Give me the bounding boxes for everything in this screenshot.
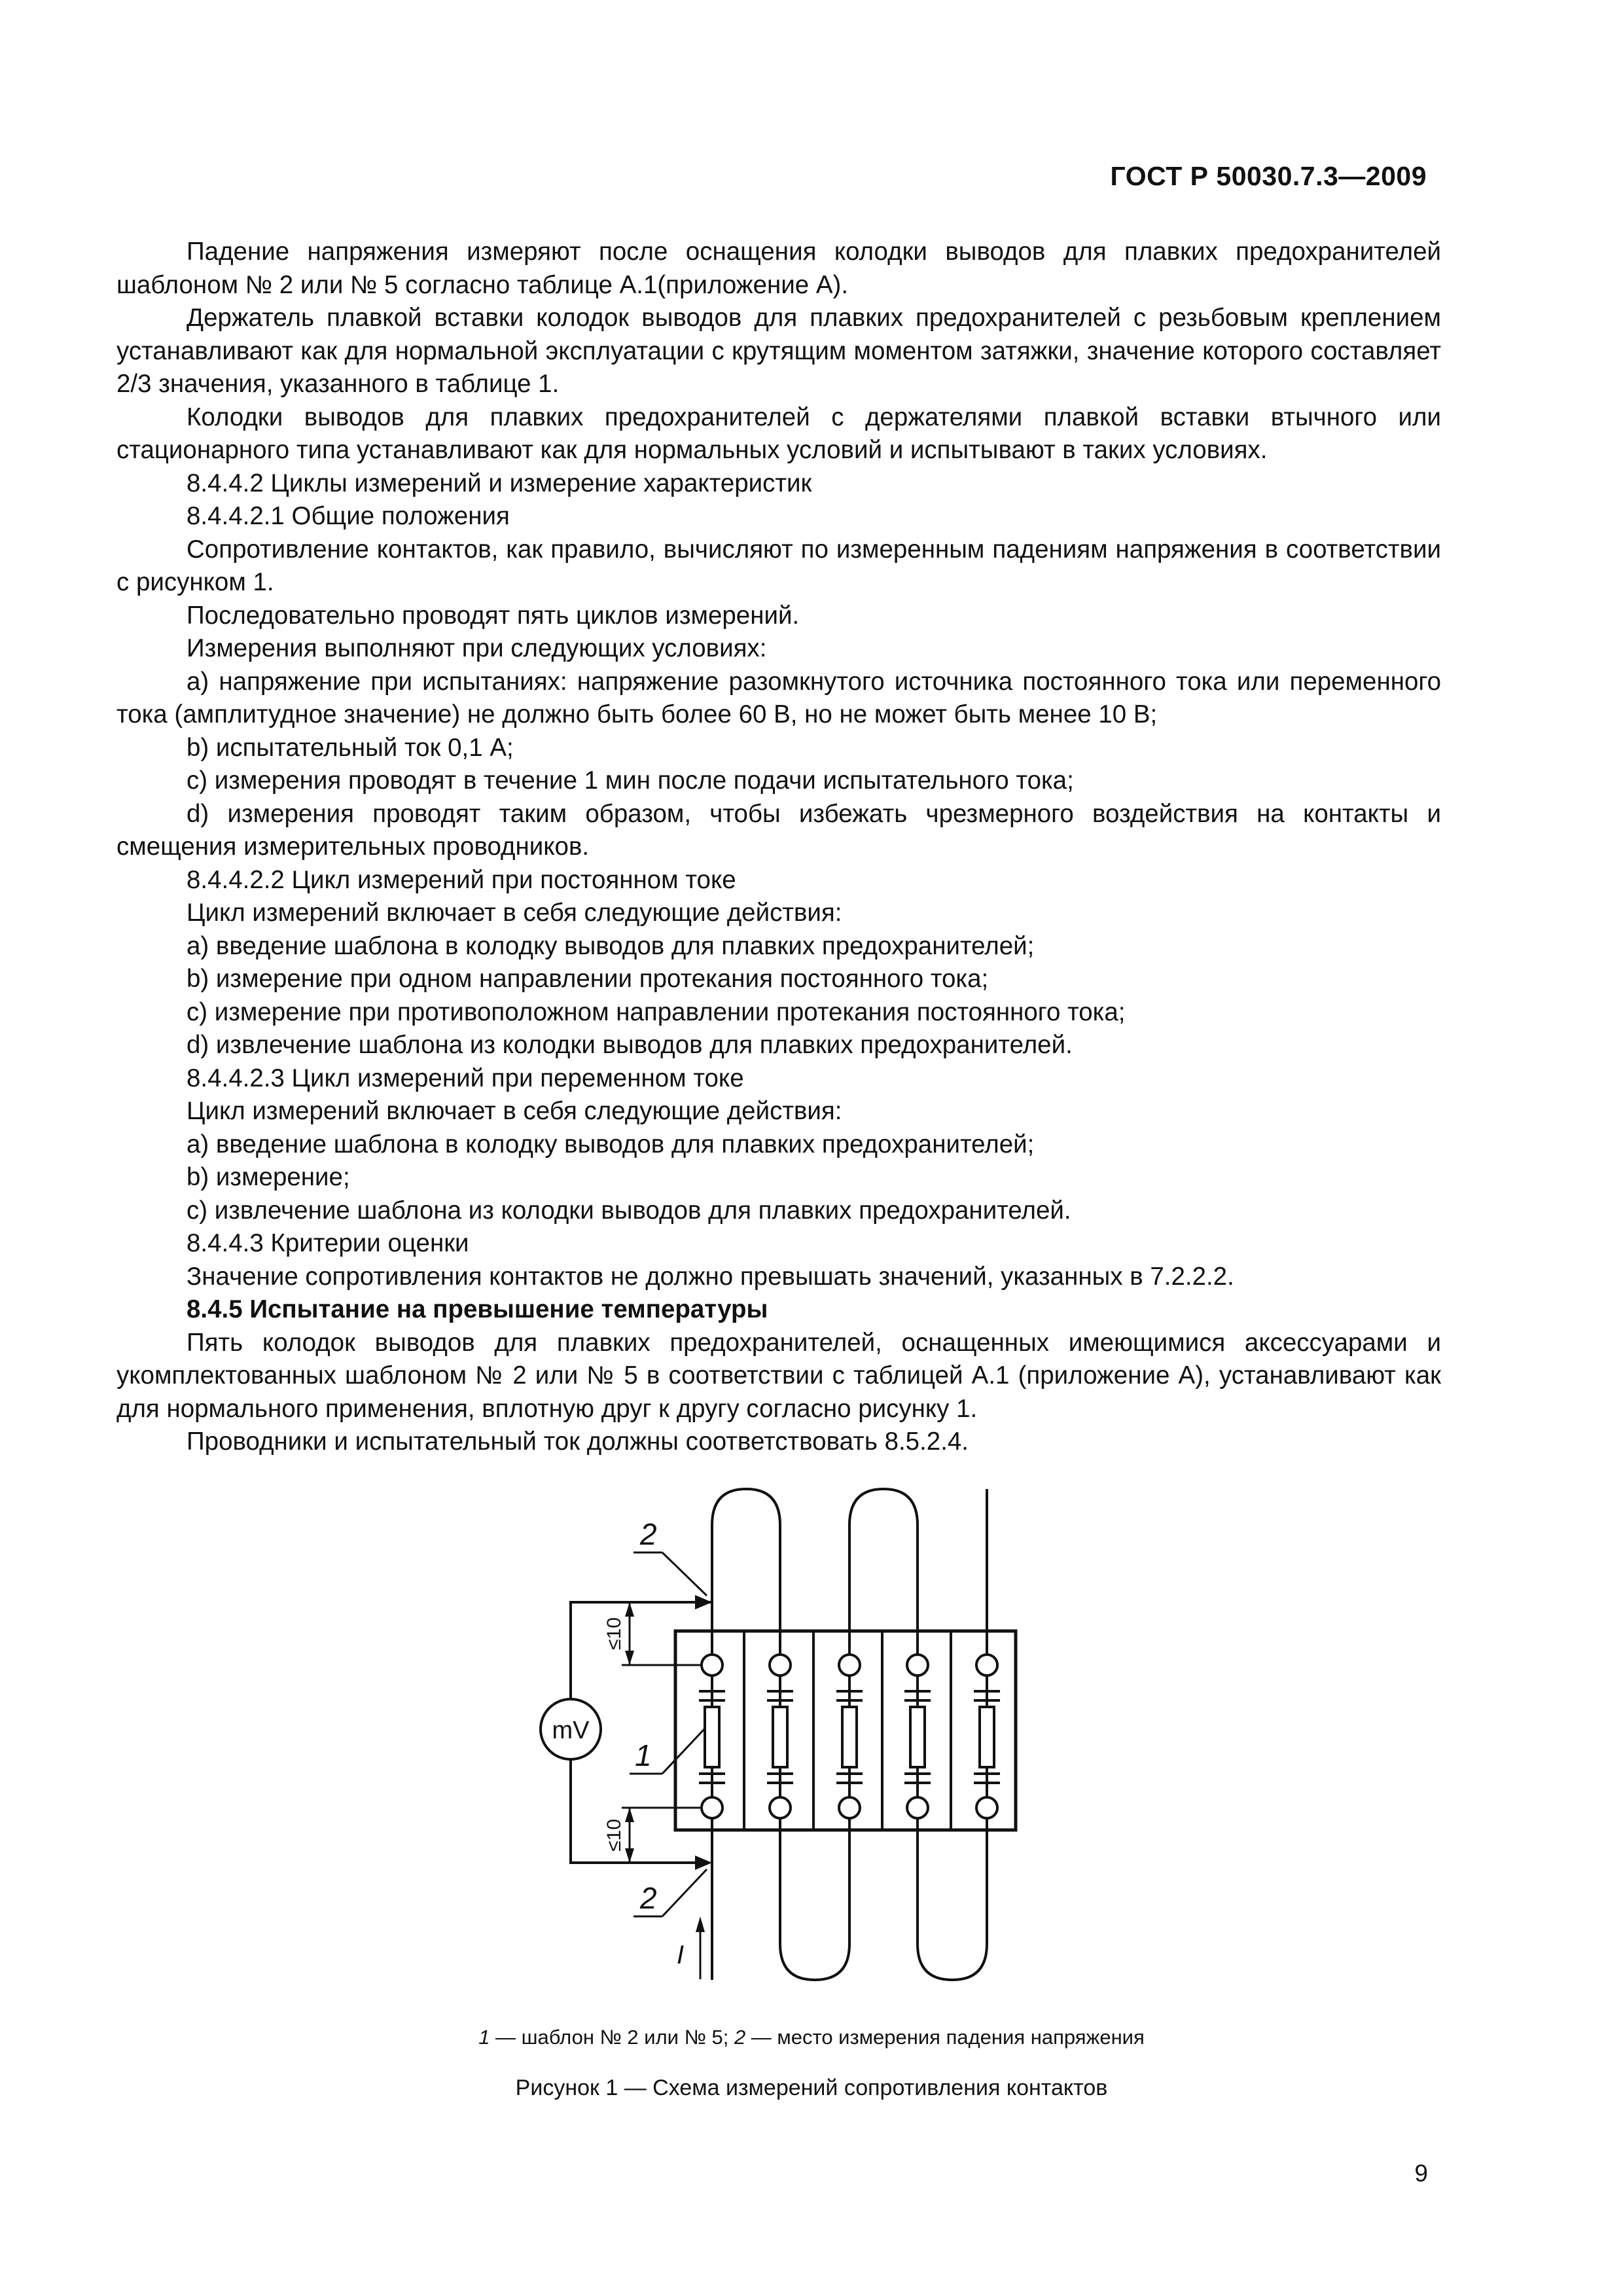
arrow-head (695, 1595, 712, 1609)
legend-text-1: — шаблон № 2 или № 5; (490, 2026, 734, 2049)
legend-num-1: 1 (478, 2026, 490, 2049)
paragraph: Последовательно проводят пять циклов измерений. (187, 601, 800, 630)
meter-lead-bottom (571, 1759, 703, 1863)
paragraph: Проводники и испытательный ток должны соответствовать 8.5.2.4. (187, 1427, 969, 1456)
list-item: b) испытательный ток 0,1 А; (187, 733, 514, 762)
conductor-loop (712, 1489, 780, 1631)
fuse-template (974, 1631, 1000, 1830)
callout-1: 1 (635, 1738, 652, 1772)
section-heading: 8.4.4.2.1 Общие положения (187, 502, 510, 530)
current-label: I (677, 1941, 685, 1969)
list-item: а) напряжение при испытаниях: напряжение разомкнутого источника постоянного тока или переменного тока (амплитудное значение) не должно быть более 60 В, но не может быть менее 10 В; (116, 667, 1441, 728)
fuse-template (836, 1631, 863, 1830)
paragraph: Цикл измерений включает в себя следующие действия: (187, 899, 842, 927)
paragraph: Цикл измерений включает в себя следующие действия: (187, 1097, 842, 1125)
list-item: d) измерения проводят таким образом, чтобы избежать чрезмерного воздействия на контакты и смещения измерительных проводников. (116, 799, 1441, 861)
paragraph: Колодки выводов для плавких предохранителей с держателями плавкой вставки втычного или стационарного типа устанавливают как для нормальных условий и испытывают в таких условиях. (116, 403, 1441, 464)
list-item: c) извлечение шаблона из колодки выводов для плавких предохранителей. (187, 1196, 1071, 1225)
conductor-loop (918, 1830, 987, 1980)
paragraph: Пять колодок выводов для плавких предохранителей, оснащенных имеющимися аксессуарами и укомплектованных шаблоном № 2 или № 5 в соответствии с таблицей А.1 (приложение А), устанавливают как для нормального применения, вплотную друг к другу согласно рисунку 1. (116, 1328, 1441, 1423)
figure-caption: Рисунок 1 — Схема измерений сопротивления контактов (515, 2075, 1108, 2100)
paragraph: Сопротивление контактов, как правило, вычисляют по измеренным падениям напряжения в соответствии с рисунком 1. (116, 535, 1441, 596)
list-item: а) введение шаблона в колодку выводов для плавких предохранителей; (187, 931, 1035, 960)
section-heading: 8.4.4.2 Циклы измерений и измерение характеристик (187, 469, 812, 497)
fuse-template (767, 1631, 793, 1830)
conductor-loop (780, 1830, 849, 1980)
dimension-label-top: ≤10 (603, 1617, 625, 1650)
body-text (116, 236, 1441, 1459)
figure-legend (0, 2026, 1623, 2049)
conductor-loop (849, 1489, 918, 1631)
list-item: b) измерение; (187, 1163, 350, 1191)
arrow-head (695, 1856, 712, 1870)
list-item: b) измерение при одном направлении протекания постоянного тока; (187, 965, 989, 993)
callout-2-bottom: 2 (640, 1881, 657, 1915)
paragraph: Измерения выполняют при следующих условиях: (187, 634, 767, 662)
section-heading-bold: 8.4.5 Испытание на превышение температуры (187, 1295, 768, 1323)
measurement-diagram (497, 1473, 1060, 2022)
paragraph: Значение сопротивления контактов не должно превышать значений, указанных в 7.2.2.2. (187, 1262, 1234, 1291)
section-heading: 8.4.4.2.2 Цикл измерений при постоянном токе (187, 865, 736, 894)
paragraph: Падение напряжения измеряют после оснащения колодки выводов для плавких предохранителей шаблоном № 2 или № 5 согласно таблице А.1(приложение А). (116, 238, 1441, 299)
paragraph: Держатель плавкой вставки колодок выводов для плавких предохранителей с резьбовым креплением устанавливают как для нормальной эксплуатации с крутящим моментом затяжки, значение которого составляет 2/3 значения, указанного в таблице 1. (116, 304, 1441, 398)
list-item: c) измерение при противоположном направлении протекания постоянного тока; (187, 997, 1126, 1026)
document-code: ГОСТ Р 50030.7.3—2009 (1110, 161, 1427, 191)
legend-text-2: — место измерения падения напряжения (745, 2026, 1145, 2049)
section-heading: 8.4.4.3 Критерии оценки (187, 1229, 469, 1257)
callout-2-top: 2 (640, 1517, 657, 1551)
section-heading: 8.4.4.2.3 Цикл измерений при переменном токе (187, 1064, 744, 1092)
list-item: d) извлечение шаблона из колодки выводов для плавких предохранителей. (187, 1031, 1073, 1059)
voltmeter-label: mV (552, 1717, 590, 1744)
list-item: c) измерения проводят в течение 1 мин после подачи испытательного тока; (187, 766, 1074, 795)
dimension-label-bottom: ≤10 (603, 1819, 625, 1852)
fuse-template (904, 1631, 931, 1830)
meter-lead-top (571, 1602, 712, 1699)
list-item: а) введение шаблона в колодку выводов для плавких предохранителей; (187, 1130, 1035, 1158)
legend-num-2: 2 (734, 2026, 746, 2049)
page-number: 9 (1414, 2160, 1428, 2187)
